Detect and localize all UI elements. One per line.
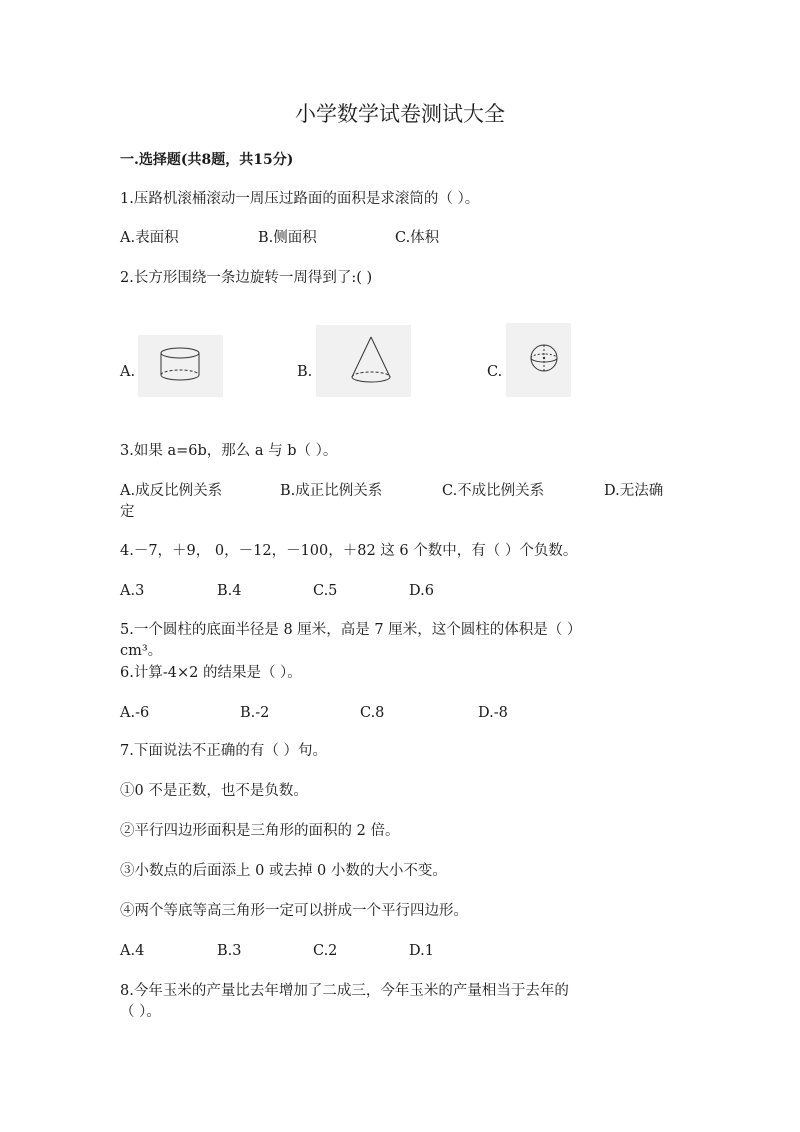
question-4-option-c: C.5 [313,583,338,599]
sphere-figure [506,323,571,397]
question-3-option-d-wrap: 定 [120,504,135,520]
question-3-option-a: A.成反比例关系 [120,483,223,499]
question-3-option-d: D.无法确 [604,483,664,499]
question-3-stem: 3.如果 a=6b，那么 a 与 b（ ）。 [120,443,338,459]
question-7-statement-1: ①0 不是正数，也不是负数。 [120,783,308,799]
question-7-option-b: B.3 [217,943,242,959]
question-7-statement-4: ④两个等底等高三角形一定可以拼成一个平行四边形。 [120,903,468,919]
question-3-option-c: C.不成比例关系 [442,483,545,499]
question-5-stem: 5.一个圆柱的底面半径是 8 厘米，高是 7 厘米，这个圆柱的体积是（ ） [120,622,582,638]
question-8-wrap: （ ）。 [120,1004,161,1020]
question-1-option-a: A.表面积 [120,230,179,246]
question-6-stem: 6.计算-4×2 的结果是（ ）。 [120,665,302,681]
question-8-stem: 8.今年玉米的产量比去年增加了二成三，今年玉米的产量相当于去年的 [120,983,569,999]
question-6-option-c: C.8 [360,705,385,721]
page-title: 小学数学试卷测试大全 [295,102,505,126]
question-4-option-b: B.4 [217,583,242,599]
question-1-option-c: C.体积 [395,230,440,246]
question-7-option-d: D.1 [409,943,434,959]
question-1-stem: 1.压路机滚桶滚动一周压过路面的面积是求滚筒的（ ）。 [120,191,480,207]
section-heading: 一.选择题(共8题，共15分) [120,152,294,168]
question-3-option-b: B.成正比例关系 [280,483,383,499]
question-7-stem: 7.下面说法不正确的有（ ）句。 [120,743,327,759]
question-1-option-b: B.侧面积 [258,230,317,246]
question-2-option-a: A. [120,364,136,380]
question-4-option-d: D.6 [409,583,434,599]
question-4-option-a: A.3 [120,583,145,599]
cylinder-figure [138,335,223,397]
question-2-option-b: B. [297,364,313,380]
question-2-option-c: C. [487,364,503,380]
question-6-option-d: D.-8 [478,705,508,721]
question-7-statement-2: ②平行四边形面积是三角形的面积的 2 倍。 [120,823,400,839]
question-4-stem: 4.－7，＋9， 0，－12，－100，＋82 这 6 个数中，有（ ）个负数。 [120,543,578,559]
question-5-unit: cm³。 [120,643,163,659]
cone-figure [316,325,411,397]
question-7-statement-3: ③小数点的后面添上 0 或去掉 0 小数的大小不变。 [120,863,447,879]
question-7-option-a: A.4 [120,943,145,959]
question-2-stem: 2.长方形围绕一条边旋转一周得到了:( ) [120,270,373,286]
question-6-option-b: B.-2 [240,705,270,721]
question-7-option-c: C.2 [313,943,338,959]
question-6-option-a: A.-6 [120,705,150,721]
